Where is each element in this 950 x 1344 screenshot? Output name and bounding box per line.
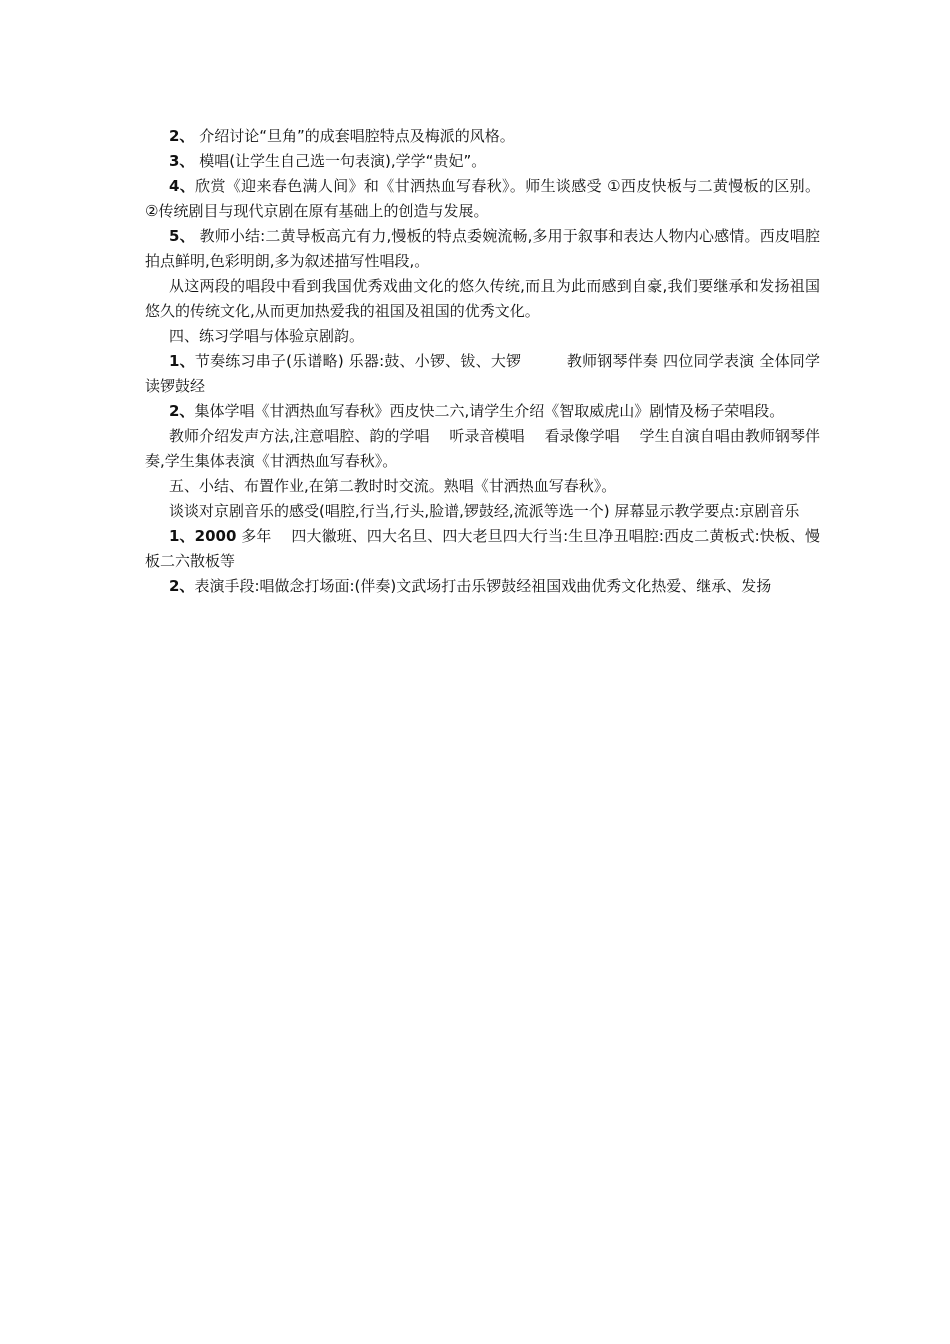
paragraph-2-number: 3、 — [169, 152, 195, 170]
paragraph-9 — [145, 424, 820, 474]
paragraph-8-number: 2、 — [169, 402, 195, 420]
paragraph-5 — [145, 274, 820, 324]
paragraph-13-text: 表演手段:唱做念打场面:(伴奏)文武场打击乐锣鼓经祖国戏曲优秀文化热爱、继承、发扬 — [194, 577, 772, 595]
paragraph-3-number: 4、 — [169, 177, 196, 195]
paragraph-1-text: 介绍讨论“旦角”的成套唱腔特点及梅派的风格。 — [194, 127, 515, 145]
paragraph-8-text: 集体学唱《甘洒热血写春秋》西皮快二六,请学生介绍《智取威虎山》剧情及杨子荣唱段。 — [194, 402, 785, 420]
paragraph-1 — [145, 124, 820, 149]
paragraph-10-text: 五、小结、布置作业,在第二教时时交流。熟唱《甘洒热血写春秋》。 — [169, 477, 617, 495]
paragraph-13 — [145, 574, 820, 599]
paragraph-11-text: 谈谈对京剧音乐的感受(唱腔,行当,行头,脸谱,锣鼓经,流派等选一个) 屏幕显示教学要点:京剧音乐 — [169, 502, 800, 520]
paragraph-12-text: 多年 四大徽班、四大名旦、四大老旦四大行当:生旦净丑唱腔:西皮二黄板式:快板、慢板二六散板等 — [145, 527, 821, 570]
paragraph-8 — [145, 399, 820, 424]
paragraph-12-number: 1、2000 — [169, 527, 237, 545]
document-body — [145, 124, 820, 599]
paragraph-3-text: 欣赏《迎来春色满人间》和《甘洒热血写春秋》。师生谈感受 ①西皮快板与二黄慢板的区别。 ②传统剧目与现代京剧在原有基础上的创造与发展。 — [145, 177, 820, 220]
paragraph-2 — [145, 149, 820, 174]
paragraph-1-number: 2、 — [169, 127, 195, 145]
paragraph-4-number: 5、 — [169, 227, 195, 245]
paragraph-11 — [145, 499, 820, 524]
paragraph-12 — [145, 524, 820, 574]
paragraph-4 — [145, 224, 820, 274]
paragraph-5-text: 从这两段的唱段中看到我国优秀戏曲文化的悠久传统,而且为此而感到自豪,我们要继承和发扬祖国悠久的传统文化,从而更加热爱我的祖国及祖国的优秀文化。 — [145, 277, 820, 320]
paragraph-10 — [145, 474, 820, 499]
paragraph-2-text: 模唱(让学生自己选一句表演),学学“贵妃”。 — [194, 152, 487, 170]
paragraph-7 — [145, 349, 820, 399]
paragraph-3 — [145, 174, 820, 224]
paragraph-6 — [145, 324, 820, 349]
paragraph-13-number: 2、 — [169, 577, 195, 595]
paragraph-9-text: 教师介绍发声方法,注意唱腔、韵的学唱 听录音模唱 看录像学唱 学生自演自唱由教师钢琴伴奏,学生集体表演《甘洒热血写春秋》。 — [145, 427, 820, 470]
paragraph-7-text: 节奏练习串子(乐谱略) 乐器:鼓、小锣、钹、大锣 教师钢琴伴奏 四位同学表演 全体同学读锣鼓经 — [145, 352, 820, 395]
paragraph-4-text: 教师小结:二黄导板高亢有力,慢板的特点委婉流畅,多用于叙事和表达人物内心感情。西皮唱腔拍点鲜明,色彩明朗,多为叙述描写性唱段,。 — [145, 227, 820, 270]
paragraph-6-text: 四、练习学唱与体验京剧韵。 — [169, 327, 365, 345]
paragraph-7-number: 1、 — [169, 352, 195, 370]
